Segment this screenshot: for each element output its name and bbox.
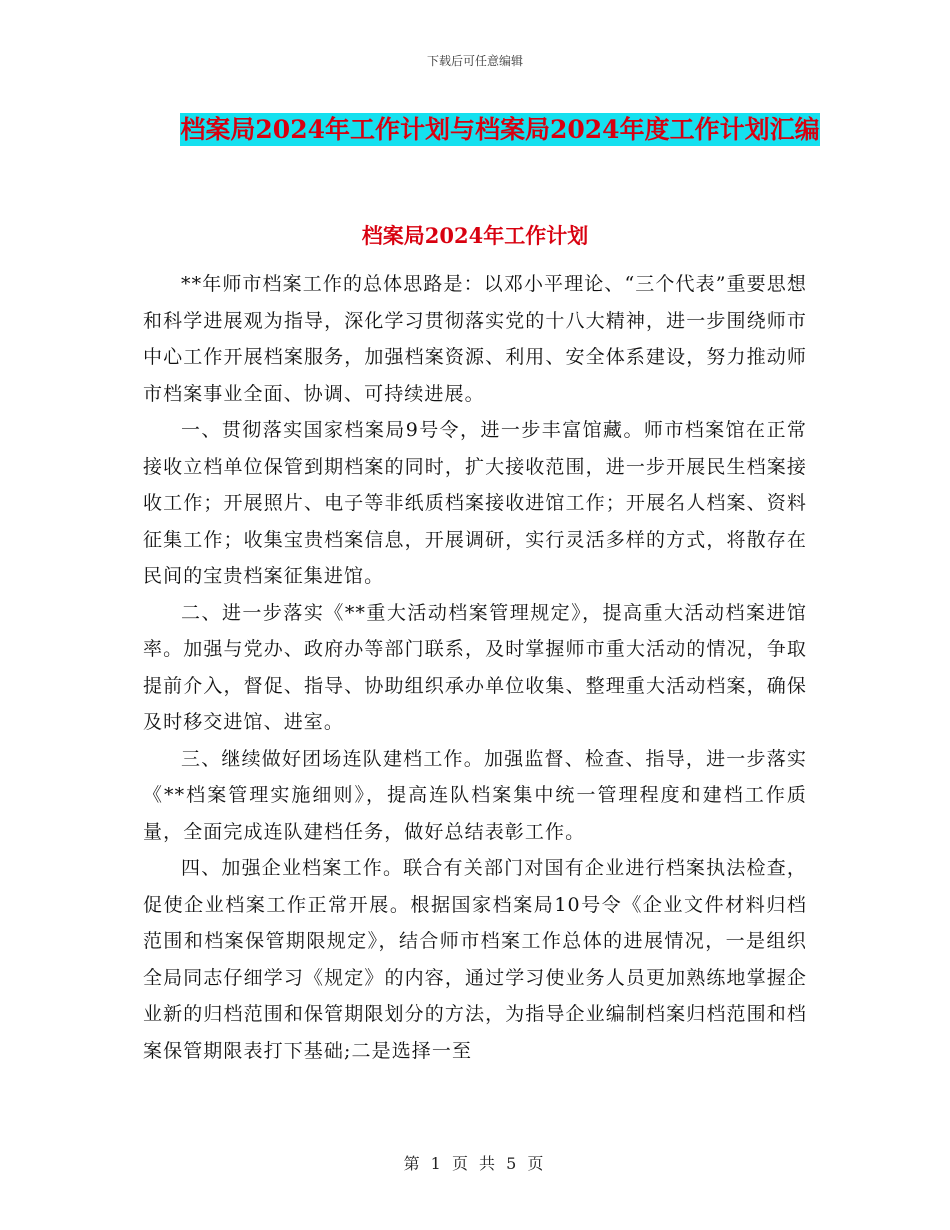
document-body <box>143 266 807 1069</box>
document-title-text: 档案局2024年工作计划与档案局2024年度工作计划汇编 <box>180 115 820 144</box>
page-header-note: 下载后可任意编辑 <box>426 54 523 68</box>
section-title: 档案局2024年工作计划 <box>361 223 589 248</box>
document-title <box>140 106 860 154</box>
paragraph: 四、加强企业档案工作。联合有关部门对国有企业进行档案执法检查，促使企业档案工作正常开展。根据国家档案局10号令《企业文件材料归档范围和档案保管期限规定》，结合师市档案工作总体的进展情况，一是组织全局同志仔细学习《规定》的内容，通过学习使业务人员更加熟练地掌握企业新的归档范围和保管期限划分的方法，为指导企业编制档案归档范围和档案保管期限表打下基础;二是选择一至 <box>143 857 807 1062</box>
paragraph: 二、进一步落实《**重大活动档案管理规定》，提高重大活动档案进馆率。加强与党办、政府办等部门联系，及时掌握师市重大活动的情况，争取提前介入，督促、指导、协助组织承办单位收集、整理重大活动档案，确保及时移交进馆、进室。 <box>143 601 807 733</box>
page-number-footer: 第 1 页 共 5 页 <box>403 1154 547 1173</box>
paragraph: 一、贯彻落实国家档案局9号令，进一步丰富馆藏。师市档案馆在正常接收立档单位保管到期档案的同时，扩大接收范围，进一步开展民生档案接收工作；开展照片、电子等非纸质档案接收进馆工作；开展名人档案、资料征集工作；收集宝贵档案信息，开展调研，实行灵活多样的方式，将散存在民间的宝贵档案征集进馆。 <box>143 419 807 587</box>
paragraph: 三、继续做好团场连队建档工作。加强监督、检查、指导，进一步落实《**档案管理实施细则》，提高连队档案集中统一管理程度和建档工作质量，全面完成连队建档任务，做好总结表彰工作。 <box>143 747 807 843</box>
paragraph: **年师市档案工作的总体思路是：以邓小平理论、“三个代表”重要思想和科学进展观为指导，深化学习贯彻落实党的十八大精神，进一步围绕师市中心工作开展档案服务，加强档案资源、利用、安全体系建设，努力推动师市档案事业全面、协调、可持续进展。 <box>143 273 807 405</box>
